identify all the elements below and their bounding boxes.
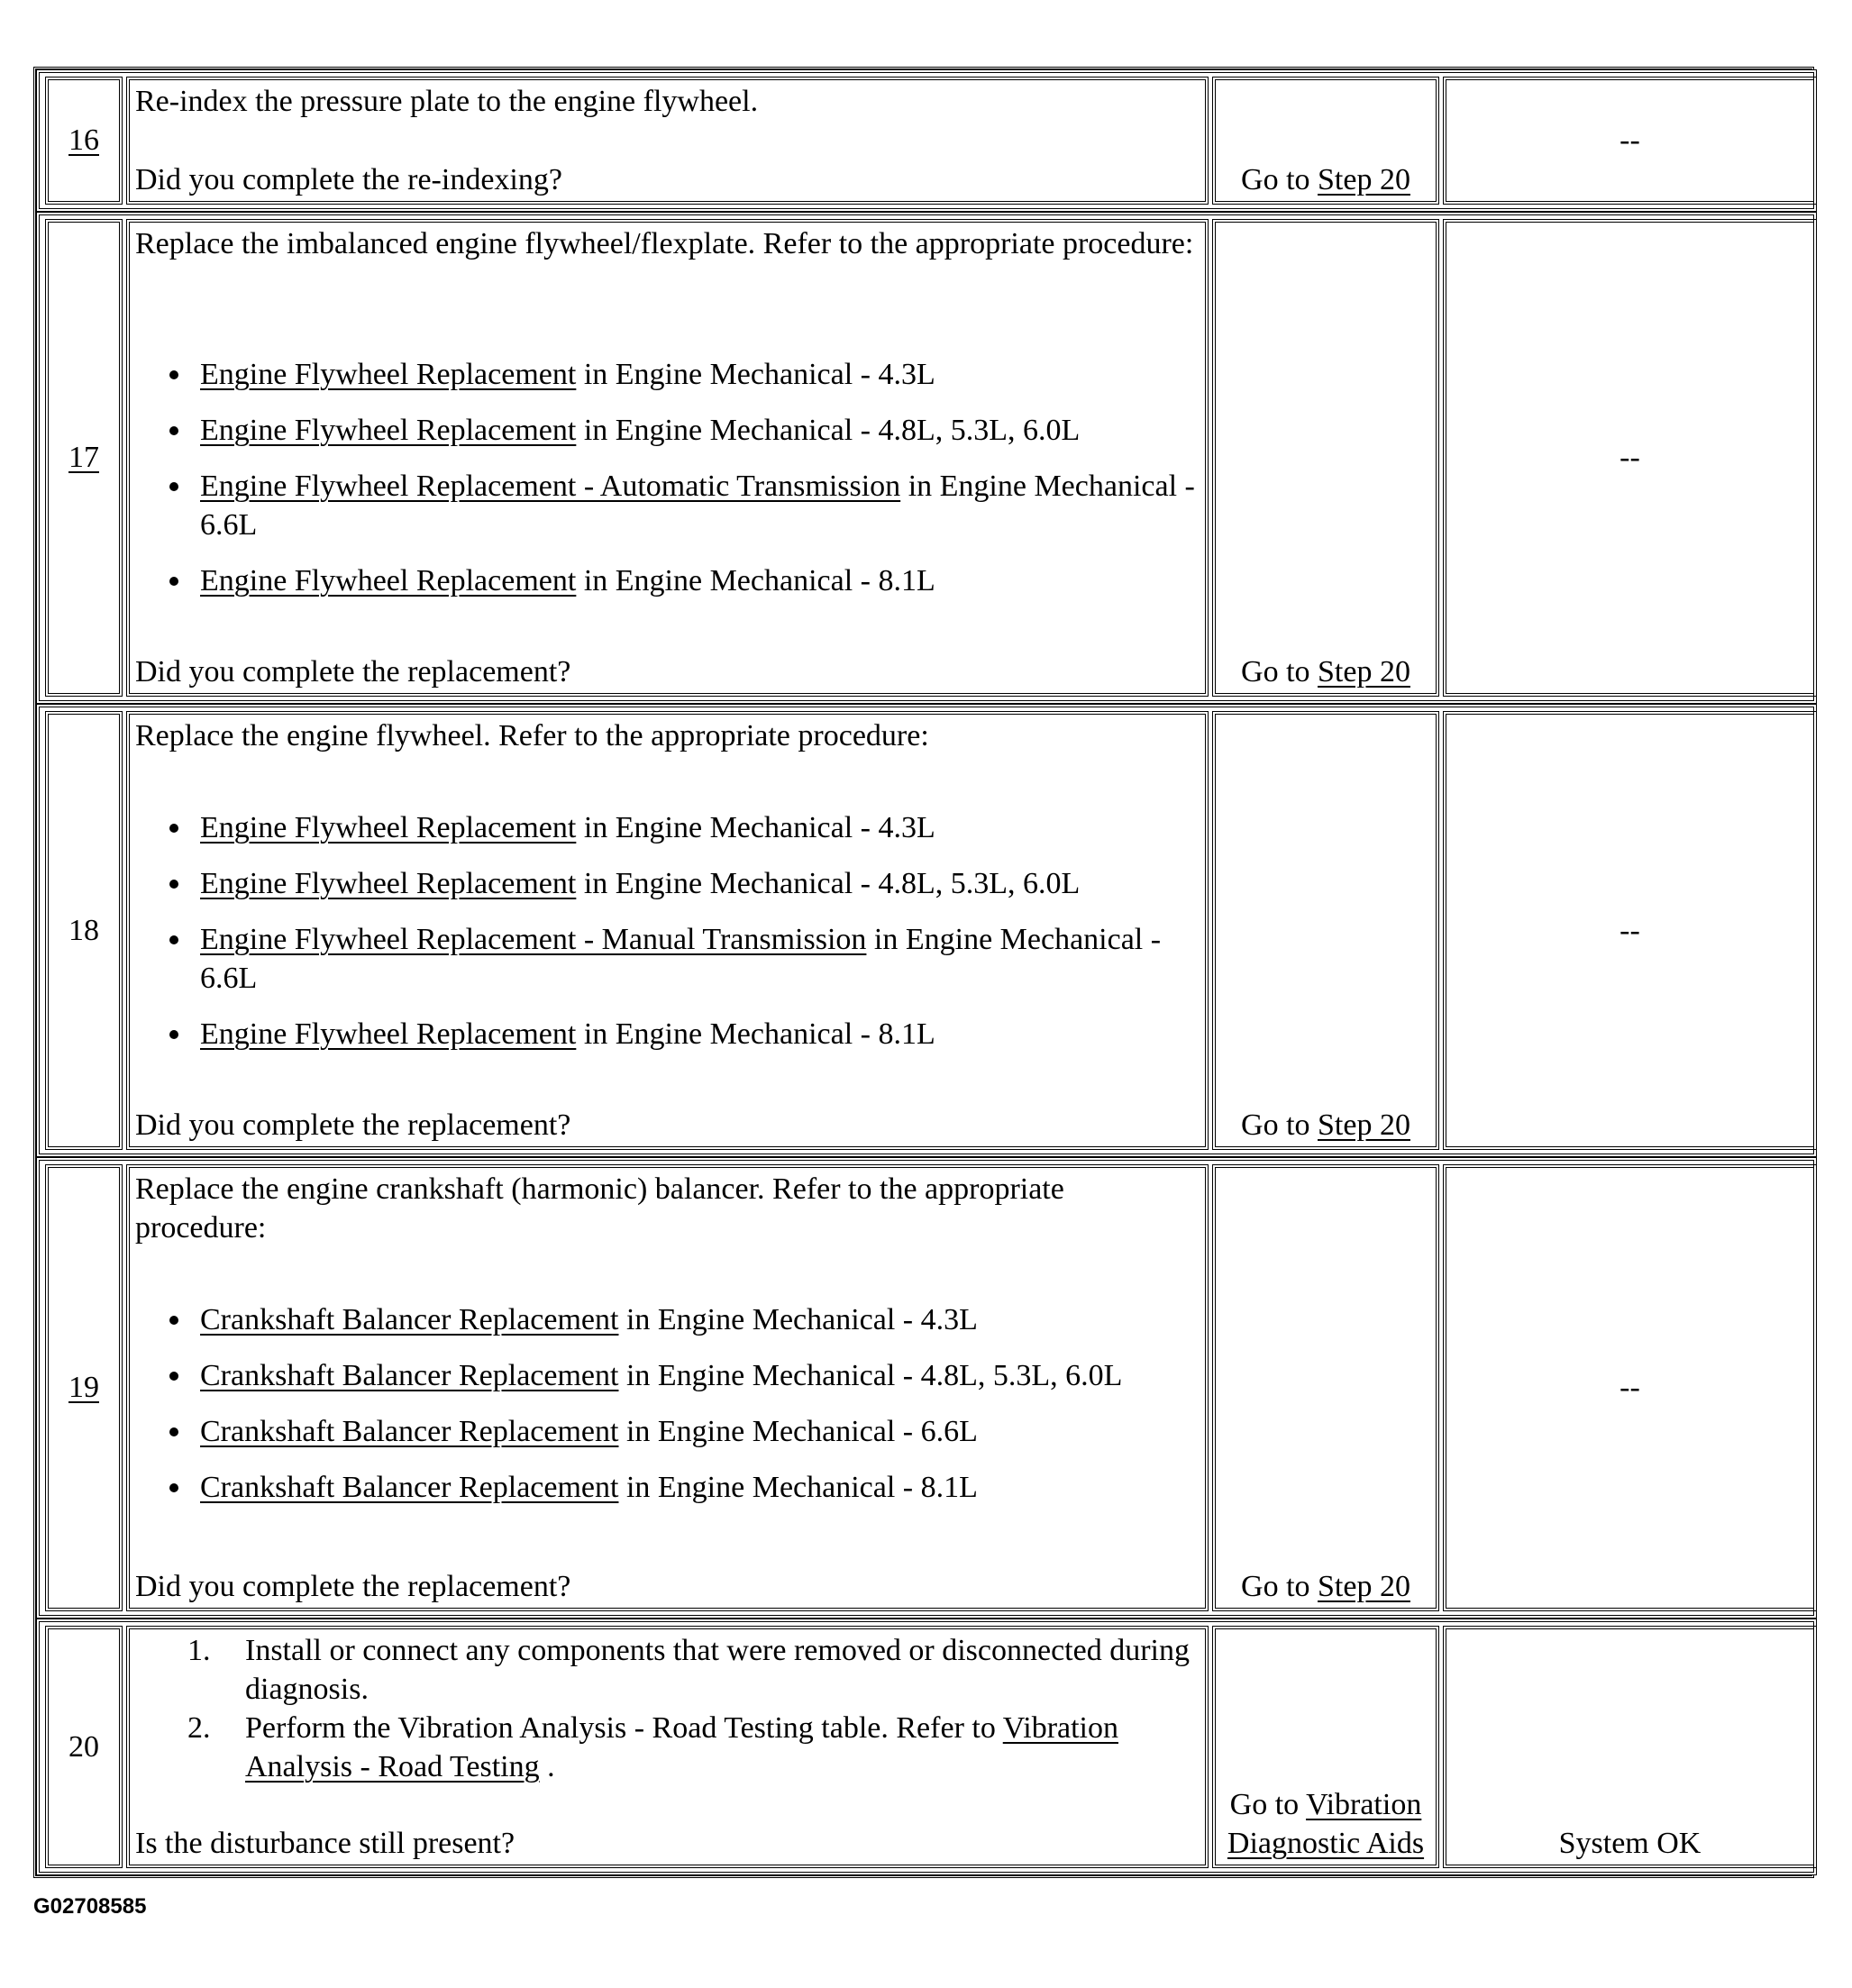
no-text: --	[1619, 1371, 1640, 1404]
procedure-text: in Engine Mechanical - 4.3L	[576, 811, 935, 844]
no-text: --	[1619, 441, 1640, 474]
bullet-icon	[169, 880, 178, 889]
list-item	[130, 1300, 1196, 1339]
list-item	[130, 561, 1196, 600]
procedure-link[interactable]: Crankshaft Balancer Replacement	[200, 1359, 619, 1392]
no-text: --	[1619, 913, 1640, 947]
yes-text	[1216, 160, 1436, 199]
list-item	[130, 1412, 1196, 1451]
go-to-label: Go to	[1241, 1108, 1318, 1142]
yes-cell	[1212, 1626, 1439, 1868]
procedure-text: in Engine Mechanical - 4.8L, 5.3L, 6.0L	[618, 1359, 1123, 1392]
list-item	[130, 1631, 1194, 1709]
action-text: Replace the engine flywheel. Refer to the appropriate procedure:	[135, 719, 929, 752]
step-link-16[interactable]: 16	[68, 123, 99, 157]
step-link-19[interactable]: 19	[68, 1371, 99, 1404]
road-testing-link[interactable]: Vibration Analysis - Road Testing	[245, 1711, 1118, 1783]
no-cell	[1443, 1626, 1817, 1868]
table-row-step-16	[36, 69, 1817, 212]
bullet-icon	[169, 577, 178, 586]
instruction-list	[130, 1631, 1194, 1786]
procedure-text: in Engine Mechanical - 6.6L	[200, 923, 1162, 995]
step-number-cell	[45, 219, 123, 697]
bullet-icon	[169, 370, 178, 379]
procedure-text: in Engine Mechanical - 4.3L	[576, 358, 935, 391]
yes-cell	[1212, 77, 1439, 205]
go-to-label: Go to	[1229, 1788, 1307, 1821]
procedure-link[interactable]: Engine Flywheel Replacement	[200, 414, 577, 447]
go-to-label: Go to	[1241, 655, 1318, 689]
list-item	[130, 1468, 1196, 1507]
step-number-cell	[45, 711, 123, 1150]
question-text: Did you complete the replacement?	[135, 1108, 571, 1142]
bullet-icon	[169, 426, 178, 435]
go-to-step-link[interactable]: Step 20	[1318, 1570, 1410, 1603]
procedure-link[interactable]: Crankshaft Balancer Replacement	[200, 1415, 619, 1448]
bullet-icon	[169, 1372, 178, 1381]
instruction-tail: .	[539, 1750, 555, 1783]
no-cell	[1443, 711, 1817, 1150]
question-text: Is the disturbance still present?	[135, 1827, 515, 1860]
table-row-step-18	[36, 704, 1817, 1157]
list-item	[130, 467, 1196, 544]
procedure-link[interactable]: Crankshaft Balancer Replacement	[200, 1303, 619, 1336]
procedure-text: in Engine Mechanical - 4.3L	[618, 1303, 978, 1336]
go-to-step-link[interactable]: Step 20	[1318, 163, 1410, 196]
action-text: Replace the imbalanced engine flywheel/flexplate. Refer to the appropriate procedure:	[135, 227, 1194, 260]
action-text: Replace the engine crankshaft (harmonic) balancer. Refer to the appropriate procedure:	[135, 1172, 1064, 1245]
procedure-link[interactable]: Engine Flywheel Replacement	[200, 358, 577, 391]
action-cell	[126, 77, 1209, 205]
bullet-icon	[169, 1427, 178, 1436]
procedure-link[interactable]: Engine Flywheel Replacement - Manual Transmission	[200, 923, 867, 956]
instruction-text: Perform the Vibration Analysis - Road Testing table. Refer to	[245, 1711, 1003, 1745]
no-text: --	[1619, 123, 1640, 157]
procedure-text: in Engine Mechanical - 6.6L	[200, 470, 1195, 542]
bullet-icon	[169, 1030, 178, 1039]
go-to-label: Go to	[1241, 1570, 1318, 1603]
bullet-icon	[169, 482, 178, 491]
bullet-icon	[169, 935, 178, 944]
procedure-link[interactable]: Crankshaft Balancer Replacement	[200, 1471, 619, 1504]
yes-text	[1216, 1106, 1436, 1144]
system-ok-text: System OK	[1558, 1827, 1701, 1860]
no-cell	[1443, 1164, 1817, 1611]
list-item	[130, 864, 1196, 903]
yes-cell	[1212, 711, 1439, 1150]
list-item	[130, 1356, 1196, 1395]
question-text: Did you complete the replacement?	[135, 655, 571, 689]
bullet-icon	[169, 1316, 178, 1325]
yes-cell	[1212, 219, 1439, 697]
procedure-text: in Engine Mechanical - 4.8L, 5.3L, 6.0L	[576, 414, 1081, 447]
go-to-label: Go to	[1241, 163, 1318, 196]
step-number: 18	[68, 913, 99, 947]
yes-cell	[1212, 1164, 1439, 1611]
bullet-icon	[169, 824, 178, 833]
procedure-text: in Engine Mechanical - 8.1L	[618, 1471, 978, 1504]
item-number: 2.	[187, 1711, 211, 1745]
table-row-step-17	[36, 212, 1817, 704]
action-text: Re-index the pressure plate to the engine flywheel.	[135, 85, 759, 118]
figure-id: G02708585	[33, 1894, 147, 1919]
question-text: Did you complete the re-indexing?	[135, 163, 562, 196]
procedure-link[interactable]: Engine Flywheel Replacement - Automatic Transmission	[200, 470, 901, 503]
procedure-link[interactable]: Engine Flywheel Replacement	[200, 564, 577, 597]
step-number-cell	[45, 77, 123, 205]
list-item	[130, 1709, 1194, 1786]
no-cell	[1443, 77, 1817, 205]
step-link-17[interactable]: 17	[68, 441, 99, 474]
procedure-list	[130, 1300, 1196, 1524]
procedure-link[interactable]: Engine Flywheel Replacement	[200, 867, 577, 900]
step-number: 20	[68, 1729, 99, 1764]
list-item	[130, 355, 1196, 394]
procedure-link[interactable]: Engine Flywheel Replacement	[200, 1017, 577, 1051]
diagnostic-table	[33, 67, 1814, 1878]
procedure-list	[130, 808, 1196, 1071]
list-item	[130, 411, 1196, 450]
table-row-step-20	[36, 1619, 1817, 1875]
procedure-text: in Engine Mechanical - 6.6L	[618, 1415, 978, 1448]
procedure-text: in Engine Mechanical - 8.1L	[576, 564, 935, 597]
diagnostic-aids-link[interactable]: Vibration Diagnostic Aids	[1227, 1788, 1425, 1860]
bullet-icon	[169, 1483, 178, 1492]
yes-text	[1216, 1785, 1436, 1863]
yes-text	[1216, 1567, 1436, 1606]
go-to-step-link[interactable]: Step 20	[1318, 655, 1410, 689]
action-cell	[126, 219, 1209, 697]
question-text: Did you complete the replacement?	[135, 1570, 571, 1603]
procedure-text: in Engine Mechanical - 8.1L	[576, 1017, 935, 1051]
procedure-text: in Engine Mechanical - 4.8L, 5.3L, 6.0L	[576, 867, 1081, 900]
step-number-cell	[45, 1626, 123, 1868]
no-cell	[1443, 219, 1817, 697]
go-to-step-link[interactable]: Step 20	[1318, 1108, 1410, 1142]
procedure-link[interactable]: Engine Flywheel Replacement	[200, 811, 577, 844]
list-item	[130, 920, 1196, 998]
action-cell	[126, 1164, 1209, 1611]
action-cell	[126, 1626, 1209, 1868]
instruction-text: Install or connect any components that were removed or disconnected during diagnosis.	[245, 1634, 1190, 1706]
item-number: 1.	[187, 1634, 211, 1667]
action-cell	[126, 711, 1209, 1150]
list-item	[130, 808, 1196, 847]
table-row-step-19	[36, 1157, 1817, 1619]
list-item	[130, 1015, 1196, 1053]
step-number-cell	[45, 1164, 123, 1611]
yes-text	[1216, 652, 1436, 691]
procedure-list	[130, 355, 1196, 617]
